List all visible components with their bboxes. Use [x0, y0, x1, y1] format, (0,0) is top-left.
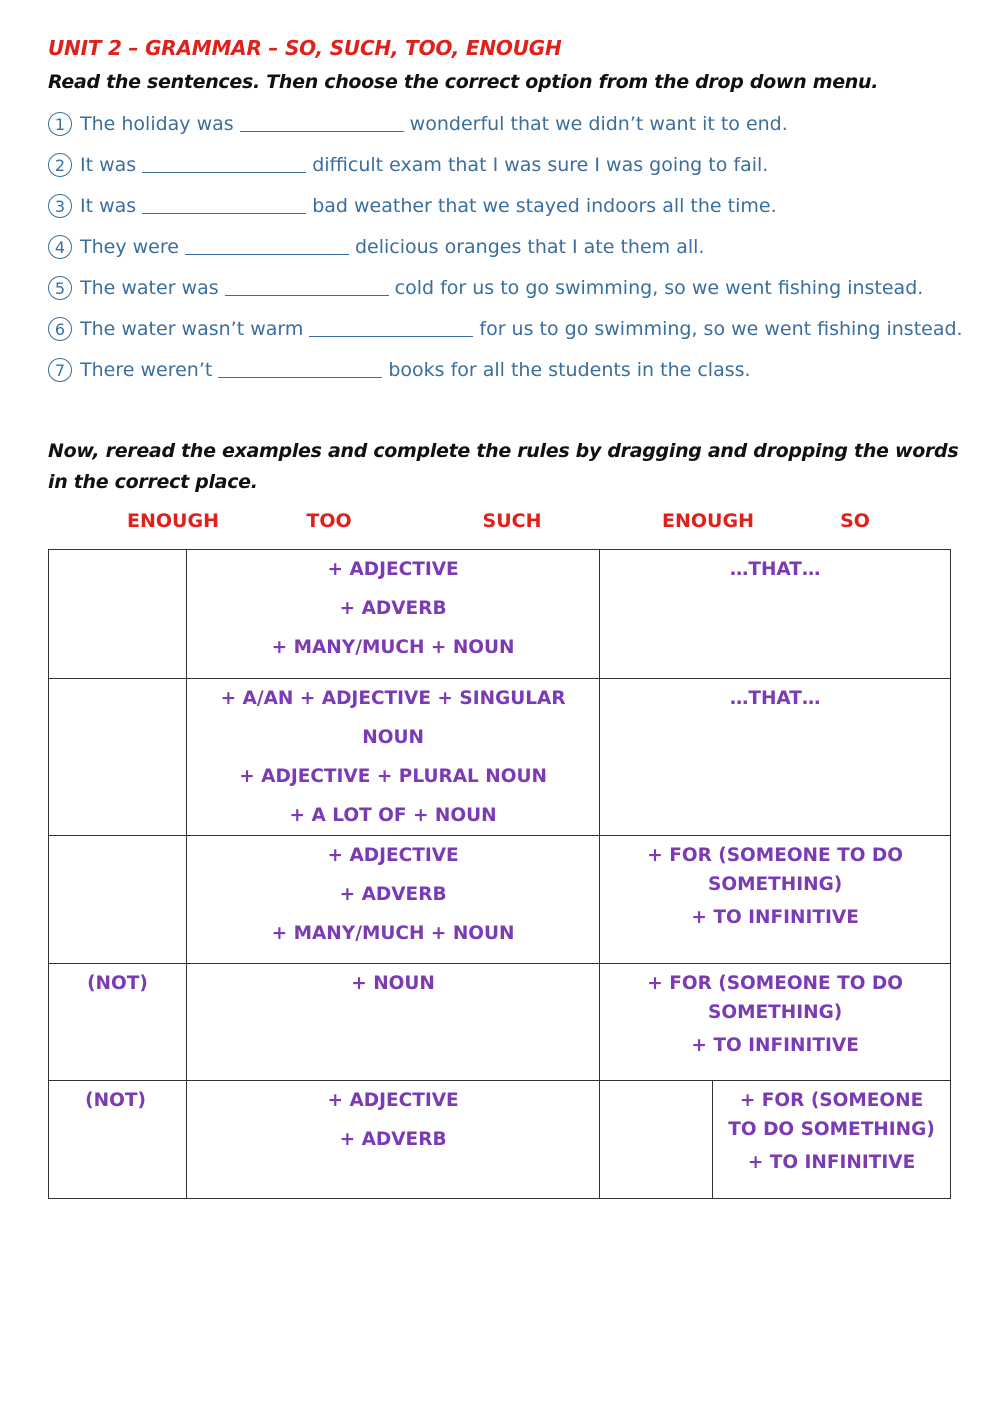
sentence-5	[48, 273, 923, 303]
number-circle: 2	[48, 153, 72, 177]
sentence-3	[48, 191, 777, 221]
rule-text: …THAT…	[729, 559, 821, 580]
sentence-after: cold for us to go swimming, so we went fishing instead.	[394, 277, 924, 299]
rule-structure	[186, 1081, 599, 1199]
rule-text: + A LOT OF + NOUN	[289, 805, 497, 826]
rule-text: + TO INFINITIVE	[691, 1035, 859, 1056]
rule-structure	[186, 964, 599, 1081]
not-label: (NOT)	[87, 973, 148, 994]
rule-text: + A/AN + ADJECTIVE + SINGULAR NOUN	[220, 688, 566, 748]
sentence-after: wonderful that we didn’t want it to end.	[409, 113, 788, 135]
rule-text: + FOR (SOMEONE TO DO SOMETHING)	[647, 973, 903, 1023]
rule-text: + ADVERB	[339, 884, 447, 905]
drop-zone-3[interactable]	[49, 836, 187, 964]
worksheet-title: UNIT 2 – GRAMMAR – SO, SUCH, TOO, ENOUGH	[48, 36, 562, 60]
instruction-drag-drop: Now, reread the examples and complete the rules by dragging and dropping the words in the correct place.	[48, 440, 959, 493]
rule-result	[600, 679, 951, 836]
not-label: (NOT)	[85, 1090, 146, 1111]
rule-text: + ADJECTIVE	[327, 1090, 459, 1111]
rule-text: + ADVERB	[339, 598, 447, 619]
rule-text: + TO INFINITIVE	[747, 1152, 916, 1173]
rule-text: + MANY/MUCH + NOUN	[271, 923, 515, 944]
rule-result	[600, 964, 951, 1081]
drop-zone-5[interactable]	[49, 1081, 187, 1199]
dropdown-blank-5[interactable]	[225, 277, 389, 296]
draggable-word-too[interactable]: TOO	[306, 510, 352, 532]
dropdown-blank-7[interactable]	[218, 359, 382, 378]
rule-row-such	[49, 679, 951, 836]
rule-structure	[186, 836, 599, 964]
draggable-word-enough[interactable]: ENOUGH	[127, 510, 219, 532]
rule-text: + ADJECTIVE	[327, 559, 459, 580]
sentence-after: bad weather that we stayed indoors all the time.	[312, 195, 777, 217]
dropdown-blank-1[interactable]	[240, 113, 404, 132]
number-circle: 6	[48, 317, 72, 341]
sentence-7	[48, 355, 751, 385]
rule-text: …THAT…	[729, 688, 821, 709]
drop-zone-6[interactable]	[600, 1081, 713, 1199]
rule-result	[600, 550, 951, 679]
sentence-after: books for all the students in the class.	[388, 359, 751, 381]
dropdown-blank-2[interactable]	[142, 154, 306, 173]
rule-text: + TO INFINITIVE	[691, 907, 859, 928]
sentence-before: The holiday was	[80, 113, 234, 135]
sentence-before: The water was	[80, 277, 219, 299]
sentence-1	[48, 109, 788, 139]
number-circle: 5	[48, 276, 72, 300]
rules-table	[48, 549, 951, 1199]
number-circle: 4	[48, 235, 72, 259]
sentence-6	[48, 314, 963, 344]
rule-text: + MANY/MUCH + NOUN	[271, 637, 515, 658]
draggable-word-enough-2[interactable]: ENOUGH	[662, 510, 754, 532]
rule-row-enough-noun	[49, 964, 951, 1081]
sentence-4	[48, 232, 704, 262]
rule-result	[713, 1081, 951, 1199]
sentence-before: There weren’t	[80, 359, 213, 381]
rule-structure	[186, 550, 599, 679]
rule-row-so	[49, 550, 951, 679]
instruction-dropdown: Read the sentences. Then choose the correct option from the drop down menu.	[48, 71, 879, 93]
sentence-before: It was	[80, 154, 137, 176]
rule-result	[600, 836, 951, 964]
rule-text: + FOR (SOMEONE TO DO SOMETHING)	[647, 845, 903, 895]
draggable-word-so[interactable]: SO	[840, 510, 870, 532]
drop-zone-4[interactable]	[49, 964, 187, 1081]
rule-text: + ADVERB	[339, 1129, 447, 1150]
rule-text: + ADJECTIVE + PLURAL NOUN	[239, 766, 547, 787]
sentence-before: It was	[80, 195, 137, 217]
number-circle: 1	[48, 112, 72, 136]
number-circle: 7	[48, 358, 72, 382]
sentence-after: delicious oranges that I ate them all.	[354, 236, 705, 258]
dropdown-blank-3[interactable]	[142, 195, 306, 214]
sentence-after: difficult exam that I was sure I was going to fail.	[312, 154, 769, 176]
sentence-after: for us to go swimming, so we went fishing instead.	[479, 318, 963, 340]
rule-text: + NOUN	[351, 973, 435, 994]
drop-zone-1[interactable]	[49, 550, 187, 679]
rule-row-enough-adjective	[49, 1081, 951, 1199]
sentence-before: The water wasn’t warm	[80, 318, 304, 340]
dropdown-blank-4[interactable]	[185, 236, 349, 255]
number-circle: 3	[48, 194, 72, 218]
drop-zone-2[interactable]	[49, 679, 187, 836]
draggable-word-such[interactable]: SUCH	[482, 510, 542, 532]
dropdown-blank-6[interactable]	[309, 318, 473, 337]
sentence-before: They were	[80, 236, 179, 258]
sentence-2	[48, 150, 768, 180]
rule-text: + FOR (SOMEONE TO DO SOMETHING)	[728, 1090, 935, 1140]
rule-row-too	[49, 836, 951, 964]
rule-structure	[186, 679, 599, 836]
rule-text: + ADJECTIVE	[327, 845, 459, 866]
